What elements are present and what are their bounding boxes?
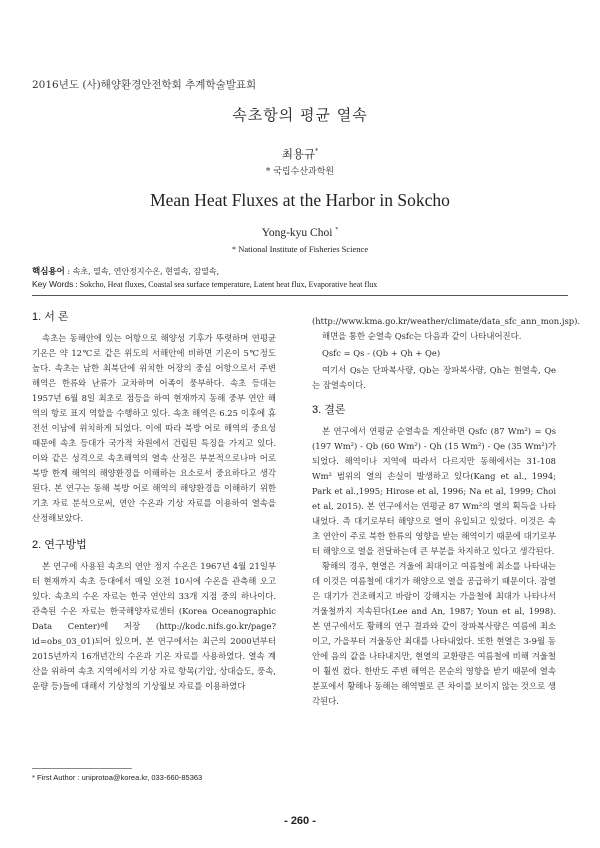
net-flux-intro: 해면을 통한 순열속 Qsfc는 다음과 같이 나타내어진다. xyxy=(322,331,522,341)
footnote-divider xyxy=(32,768,132,769)
english-keywords-label: Key Words xyxy=(32,279,74,289)
right-column xyxy=(312,314,581,709)
method-paragraph: 본 연구에 사용된 속초의 연안 정지 수온은 1967년 4월 21일부터 현재까지 속초 등대에서 매일 오전 10시에 수온을 관측해 오고 있다. 속초의 수온 자료는 한국 연안의 33개 지점 중의 하나이다. 관측된 수온 자료는 한국해양자료센터 (Korea Oceanographic Data Center)에 저장 (http://kodc.nifs.go.kr/page?id=obs_03_01)되어 있으며, 본 연구에서는 최근의 2000년부터 2015년까지 16개년간의 수온과 기온 자료를 사용하였다. 열속 계산을 위하여 속초 지역에서의 기상 자료 항목(기압, 상대습도, 풍속, 운량 등)들에 대해서 기상청의 기상월보 자료를 이용하였다 xyxy=(32,561,276,691)
intro-paragraph: 속초는 동해안에 있는 어항으로 해양성 기후가 뚜렷하며 연평균 기온은 약 12℃로 같은 위도의 서해안에 비하면 기온이 5℃정도 높다. 속초는 남한 최북단에 위치한 어장의 중심 어항으로서 주변 해역은 한류와 난류가 교차하며 어족이 풍부하다. 속초 등대는 1957년 6월 8일 최초로 점등을 하여 현재까지 동해 중부 연안 해역의 항로 표지 역할을 수행하고 있다. 속초 해역은 6.25 이후에 휴전선 이남에 위치하게 되었다. 이에 따라 북방 어로 해역의 중요성 때문에 속초 등대가 국가적 차원에서 건립된 특징을 가지고 있다. 이와 같은 성격으로 속초해역의 열속 산정은 부분적으로나마 어로 북방 한계 해역의 해양환경을 이해하는 요소로서 중요하다고 생각된다. 본 연구는 동해 북방 어로 해역의 해양환경을 이해하기 위한 기초 자료 분석으로써, 연안 수온과 기상 자료를 이용하여 열속을 산정해보았다. xyxy=(32,333,276,523)
intro-heading: 1. 서 론 xyxy=(32,311,69,323)
korean-keywords xyxy=(32,266,219,277)
korean-author-name: 최용규 xyxy=(281,147,316,161)
result-heading: 3. 결론 xyxy=(312,404,346,416)
korean-affiliation: * 국립수산과학원 xyxy=(265,167,335,177)
english-author-mark: * xyxy=(335,227,339,234)
korean-author xyxy=(0,146,600,162)
english-author xyxy=(0,227,600,239)
korean-keywords-label: 핵심용어 xyxy=(32,266,65,276)
page-number: - 260 - xyxy=(284,815,316,827)
result-paragraph-1: 본 연구에서 연평균 순열속을 계산하면 Qsfc (87 Wm²) = Qs (197 Wm²) - Qb (60 Wm²) - Qh (15 Wm²) - Qe (35 Wm²)가 되었다. 해역이나 지역에 따라서 다르지만 동해에서는 31-108 Wm² 범위의 열의 손실이 발생하고 있다(Kang et al., 1994; Park et al.,1995; Hirose et al, 1996; Na et al, 1999; Choi et al, 2015). 본 연구에서는 연평균 87 Wm²의 열의 획득을 나타내었다. 즉 대기로부터 해양으로 열이 유입되고 있었다. 이것은 속초 연안이 주로 북한 한류의 영향을 받는 해역이기 때문에 대기로부터 해양으로 열을 전달하는데 큰 부분을 차지하고 있다고 생각된다. xyxy=(312,426,556,556)
korean-title: 속초항의 평균 열속 xyxy=(232,106,368,124)
footnote: * First Author : uniprotoa@korea.kr, 033-660-85363 xyxy=(32,773,203,782)
korean-author-mark: * xyxy=(315,148,319,156)
korean-keywords-values: : 속초, 열속, 연안정지수온, 현열속, 잠열속, xyxy=(64,267,220,276)
net-flux-equation: Qsfc = Qs - (Qb + Qh + Qe) xyxy=(322,348,441,358)
left-column xyxy=(32,300,276,694)
kma-url: (http://www.kma.go.kr/weather/climate/data_sfc_ann_mon.jsp). xyxy=(312,316,581,326)
conference-header: 2016년도 (사)해양환경안전학회 추계학술발표회 xyxy=(32,79,257,91)
english-title: Mean Heat Fluxes at the Harbor in Sokcho xyxy=(150,190,450,210)
english-keywords-values: : Sokcho, Heat fluxes, Coastal sea surface temperature, Latent heat flux, Evaporative heat flux xyxy=(73,280,378,289)
result-paragraph-2: 황해의 경우, 현열은 겨울에 최대이고 여름철에 최소를 나타내는데 이것은 여름철에 대기가 해양으로 열을 공급하기 때문이다. 잠열은 대기가 건조해지고 바람이 강해지는 가을철에 최대가 나타나서 겨울철까지 지속된다(Lee and An, 1987; Youn et al, 1998). 본 연구에서도 황해의 연구 결과와 같이 장파복사량은 여름에 최소이고, 가을부터 겨울동안 최대를 나타내었다. 또한 현열은 3-9월 동안에 음의 값을 나타내지만, 현열의 교환량은 여름철에 비해 겨울철이 훨씬 컸다. 한반도 주변 해역은 몬순의 영향을 받기 때문에 열속 분포에서 황해나 동해는 해역별로 큰 차이를 보이지 않는 것으로 생각된다. xyxy=(312,561,556,706)
english-author-name: Yong-kyu Choi xyxy=(261,227,333,239)
english-affiliation: * National Institute of Fisheries Science xyxy=(231,244,369,254)
method-heading: 2. 연구방법 xyxy=(32,539,87,551)
english-keywords xyxy=(32,279,377,290)
keywords-divider xyxy=(32,295,568,296)
equation-terms: 여기서 Qs는 단파복사량, Qb는 장파복사량, Qh는 현열속, Qe는 잠열속이다. xyxy=(312,365,556,390)
